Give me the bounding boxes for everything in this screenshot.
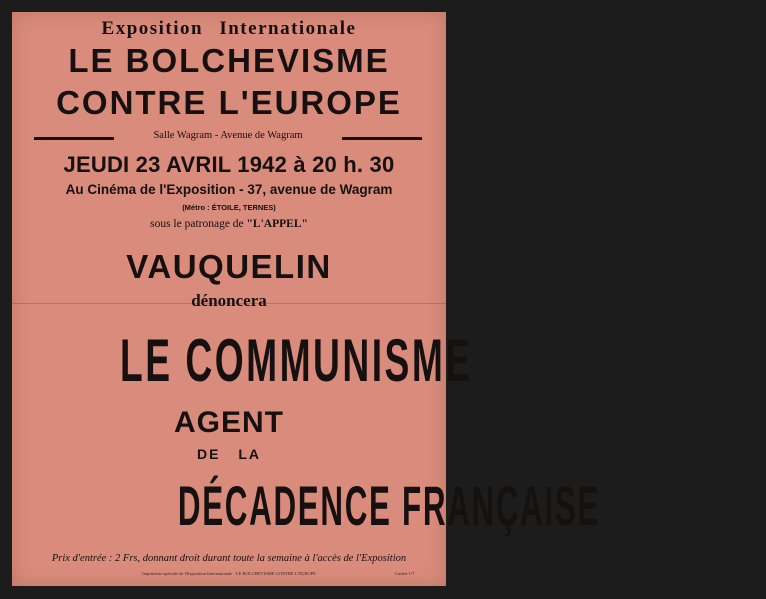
subject-text: LE COMMUNISME <box>120 327 473 394</box>
agent-word: AGENT <box>174 406 284 439</box>
print-code: Cachet 1/7 <box>395 571 415 576</box>
title-line-1: LE BOLCHEVISME <box>68 42 390 79</box>
speaker-name: VAUQUELIN <box>126 248 332 285</box>
decadence-heading <box>12 465 601 547</box>
title-line-2: CONTRE L'EUROPE <box>56 84 402 121</box>
patronage-line <box>12 218 446 230</box>
metro-info: (Métro : ÉTOILE, TERNES) <box>182 203 276 212</box>
subject-heading <box>12 319 473 403</box>
exposition-heading: Exposition Internationale <box>101 18 357 39</box>
decadence-text: DÉCADENCE FRANÇAISE <box>177 474 601 537</box>
venue-text: Salle Wagram - Avenue de Wagram <box>153 130 303 141</box>
patronage-prefix: sous le patronage de <box>150 218 247 230</box>
poster <box>12 12 601 586</box>
patronage-name: "L'APPEL" <box>246 218 308 230</box>
printer-line: Imprimerie spéciale de l'Exposition Internationale · LE BOLCHEVISME CONTRE L'EUROPE <box>142 571 316 576</box>
cinema-address: Au Cinéma de l'Exposition - 37, avenue de Wagram <box>65 182 393 197</box>
right-rule <box>342 137 422 140</box>
venue-row <box>12 130 446 146</box>
speaker-verb: dénoncera <box>191 291 267 310</box>
price-line: Prix d'entrée : 2 Frs, donnant droit durant toute la semaine à l'accès de l'Exposition <box>51 553 407 564</box>
de-la-words: DE LA <box>197 446 261 462</box>
event-date: JEUDI 23 AVRIL 1942 à 20 h. 30 <box>63 152 395 177</box>
left-rule <box>34 137 114 140</box>
